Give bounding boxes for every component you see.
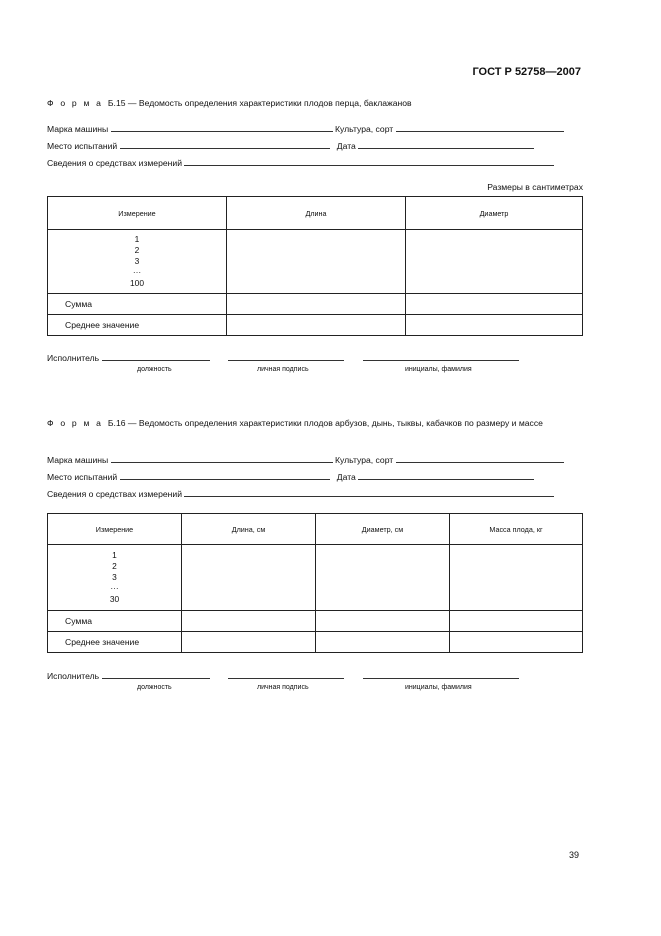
form1-sign-line[interactable] — [228, 352, 344, 361]
form1-title-block — [47, 98, 587, 109]
form2-sum-label: Сумма — [48, 611, 182, 632]
form1-position-caption: должность — [137, 366, 172, 373]
form2-num-dots: ··· — [110, 583, 119, 593]
form2-mass-values[interactable] — [450, 545, 583, 611]
form1-sum-diameter[interactable] — [406, 294, 583, 315]
form1-header-measurement: Измерение — [48, 197, 227, 230]
form1-place-line[interactable] — [120, 140, 330, 149]
form1-date-label: Дата — [336, 141, 356, 151]
form1-num-dots: ··· — [132, 267, 142, 277]
form2-form-word: Ф о р м а — [47, 418, 104, 428]
form2-instruments-line[interactable] — [184, 488, 554, 497]
form2-sign-caption: личная подпись — [257, 684, 309, 691]
form2-sum-diameter[interactable] — [316, 611, 450, 632]
form2-culture-label: Культура, сорт — [335, 455, 394, 465]
form1-table — [47, 196, 583, 336]
form1-length-values[interactable] — [227, 230, 406, 294]
form1-form-word: Ф о р м а — [47, 98, 104, 108]
form1-units-note: Размеры в сантиметрах — [487, 182, 583, 192]
form2-machine-line[interactable] — [111, 454, 333, 463]
form1-instruments-row — [47, 157, 554, 168]
form2-culture-line[interactable] — [396, 454, 564, 463]
form2-header-diameter: Диаметр, см — [316, 514, 450, 545]
document-code: ГОСТ Р 52758—2007 — [472, 66, 581, 78]
form1-performer-label: Исполнитель — [47, 353, 100, 363]
form1-mean-label: Среднее значение — [48, 315, 227, 336]
form2-header-measurement: Измерение — [48, 514, 182, 545]
form1-num-2: 2 — [134, 245, 140, 255]
form2-place-label: Место испытаний — [47, 472, 118, 482]
form2-numbers-cell — [48, 545, 182, 611]
form2-length-values[interactable] — [182, 545, 316, 611]
form1-culture-label: Культура, сорт — [335, 124, 394, 134]
form1-date-line[interactable] — [358, 140, 534, 149]
form1-sum-length[interactable] — [227, 294, 406, 315]
form2-place-line[interactable] — [120, 471, 330, 480]
form2-sum-mass[interactable] — [450, 611, 583, 632]
form2-position-caption: должность — [137, 684, 172, 691]
form1-signature-row — [47, 352, 519, 363]
form2-signature-row — [47, 670, 519, 681]
form1-mean-diameter[interactable] — [406, 315, 583, 336]
form2-title: Б.16 — Ведомость определения характеристики плодов арбузов, дынь, тыквы, кабачков по размеру и массе — [107, 418, 543, 428]
form2-position-line[interactable] — [102, 670, 210, 679]
form1-mean-length[interactable] — [227, 315, 406, 336]
form2-place-row — [47, 471, 534, 482]
form2-name-caption: инициалы, фамилия — [405, 684, 472, 691]
form2-sum-length[interactable] — [182, 611, 316, 632]
form1-position-line[interactable] — [102, 352, 210, 361]
form2-instruments-row — [47, 488, 554, 499]
form1-title: Б.15 — Ведомость определения характеристики плодов перца, баклажанов — [107, 98, 412, 108]
form2-num-2: 2 — [112, 561, 117, 571]
form1-instruments-label: Сведения о средствах измерений — [47, 158, 182, 168]
form2-date-label: Дата — [336, 472, 356, 482]
form1-header-length: Длина — [227, 197, 406, 230]
form1-place-label: Место испытаний — [47, 141, 118, 151]
form2-num-3: 3 — [112, 572, 117, 582]
form2-sign-line[interactable] — [228, 670, 344, 679]
form2-mean-mass[interactable] — [450, 632, 583, 653]
form2-performer-label: Исполнитель — [47, 671, 100, 681]
form1-culture-line[interactable] — [396, 123, 564, 132]
form2-num-1: 1 — [112, 550, 117, 560]
form2-name-line[interactable] — [363, 670, 519, 679]
form1-sign-caption: личная подпись — [257, 366, 309, 373]
form1-header-diameter: Диаметр — [406, 197, 583, 230]
form2-mean-diameter[interactable] — [316, 632, 450, 653]
form1-machine-label: Марка машины — [47, 124, 109, 134]
form2-header-mass: Масса плода, кг — [450, 514, 583, 545]
form2-date-line[interactable] — [358, 471, 534, 480]
form2-diameter-values[interactable] — [316, 545, 450, 611]
form1-num-3: 3 — [134, 256, 140, 266]
form2-table — [47, 513, 583, 653]
form2-mean-length[interactable] — [182, 632, 316, 653]
form1-num-1: 1 — [134, 234, 140, 244]
form1-name-line[interactable] — [363, 352, 519, 361]
page-number: 39 — [568, 850, 579, 860]
form2-title-block — [47, 418, 587, 429]
form1-name-caption: инициалы, фамилия — [405, 366, 472, 373]
form2-machine-label: Марка машины — [47, 455, 109, 465]
form1-num-last: 100 — [130, 278, 144, 288]
form2-machine-row — [47, 454, 564, 465]
form1-numbers-cell — [48, 230, 227, 294]
form2-instruments-label: Сведения о средствах измерений — [47, 489, 182, 499]
form1-sum-label: Сумма — [48, 294, 227, 315]
form1-machine-row — [47, 123, 564, 134]
form2-mean-label: Среднее значение — [48, 632, 182, 653]
form1-machine-line[interactable] — [111, 123, 333, 132]
form2-header-length: Длина, см — [182, 514, 316, 545]
form2-num-last: 30 — [109, 594, 120, 604]
form1-instruments-line[interactable] — [184, 157, 554, 166]
form1-place-row — [47, 140, 534, 151]
form1-diameter-values[interactable] — [406, 230, 583, 294]
